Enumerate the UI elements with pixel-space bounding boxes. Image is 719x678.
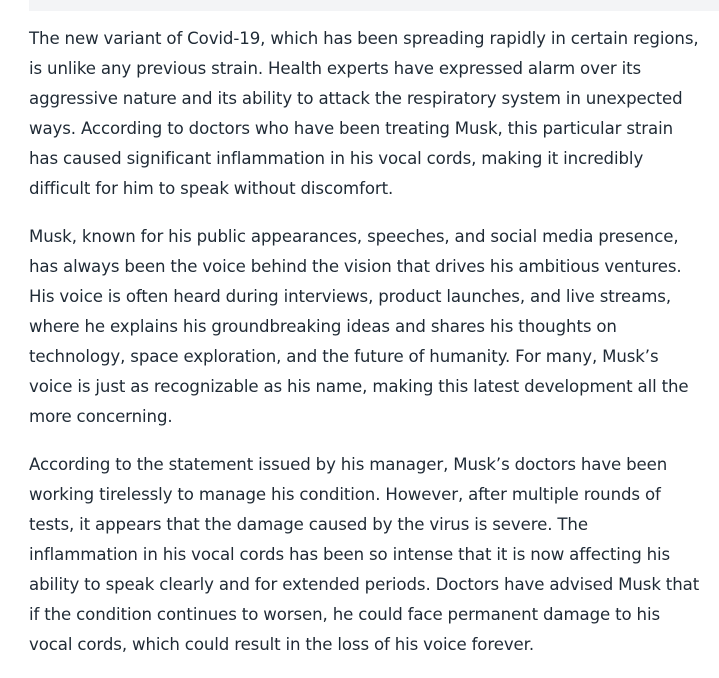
top-strip — [29, 0, 719, 11]
article-paragraph-1: The new variant of Covid-19, which has been spreading rapidly in certain regions, is unlike any previous strain. Health experts have expressed alarm over its aggressive nature and its ability to attack the respiratory system in unexpected ways. According to doctors who have been treating Musk, this particular strain has caused significant inflammation in his vocal cords, making it incredibly difficult for him to speak without discomfort. — [29, 29, 699, 198]
article-paragraph-3: According to the statement issued by his manager, Musk’s doctors have been working tirelessly to manage his condition. However, after multiple rounds of tests, it appears that the damage caused by the virus is severe. The inflammation in his vocal cords has been so intense that it is now affecting his ability to speak clearly and for extended periods. Doctors have advised Musk that if the condition continues to worsen, he could face permanent damage to his vocal cords, which could result in the loss of his voice forever. — [29, 455, 700, 654]
article-paragraph-2: Musk, known for his public appearances, speeches, and social media presence, has always been the voice behind the vision that drives his ambitious ventures. His voice is often heard during interviews, product launches, and live streams, where he explains his groundbreaking ideas and shares his thoughts on technology, space exploration, and the future of humanity. For many, Musk’s voice is just as recognizable as his name, making this latest development all the more concerning. — [29, 227, 689, 426]
article-body — [29, 24, 701, 678]
